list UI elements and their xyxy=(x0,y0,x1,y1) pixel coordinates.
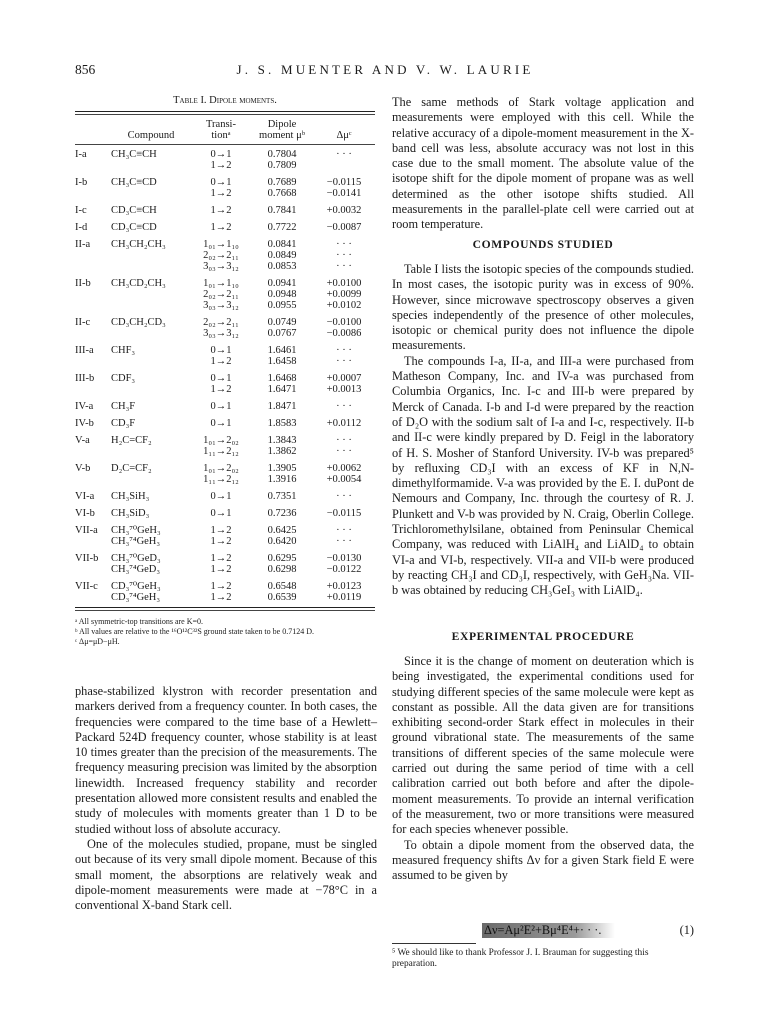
delta-value: · · · xyxy=(336,250,352,261)
dipole-moment-value: 0.6295 xyxy=(267,553,297,564)
table-bottom-rule-thin xyxy=(75,610,375,611)
transition-value: 0→1 xyxy=(210,401,232,412)
transition-cell xyxy=(191,145,251,171)
compound-cell xyxy=(111,395,191,412)
compound-formula: CH₃CH₂CH₃ xyxy=(111,239,166,250)
compound-formula: CH₃⁷⁴GeH₃ xyxy=(111,536,161,547)
compound-cell xyxy=(111,412,191,429)
dipole-moment-table xyxy=(75,115,375,603)
compound-formula: CHF₃ xyxy=(111,345,136,356)
compound-cell xyxy=(111,367,191,395)
species-label: I-a xyxy=(75,149,87,160)
delta-value: −0.0141 xyxy=(326,188,362,199)
species-label: II-a xyxy=(75,239,91,250)
table-row xyxy=(75,485,375,502)
dipole-moment-value: 0.7668 xyxy=(267,188,297,199)
transition-value: 0→1 xyxy=(210,373,232,384)
dipole-moment-value: 0.6425 xyxy=(267,525,297,536)
table-row xyxy=(75,171,375,199)
transition-cell xyxy=(191,575,251,603)
compound-formula: CH₃C≡CH xyxy=(111,149,157,160)
transition-value: 3₀₃→3₁₂ xyxy=(203,328,239,339)
paragraph: Since it is the change of moment on deuteration which is being investigated, the experimental conditions used for studying different species of the same molecule were kept as constant as possible. All the data given are for transitions exhibiting second-order Stark effect in molecules in their ground vibrational state. The measurements of the same transitions of different species of the same molecule were carried out during the same period of time with a cell calibration carried out both before and after the dipole-moment measurements. To provide an internal verification of the measurement, two or more transitions were measured for each species whenever possible. xyxy=(392,654,694,837)
delta-value: −0.0115 xyxy=(326,508,362,519)
table-row xyxy=(75,575,375,603)
header-dipole-moment: Dipole moment μᵇ xyxy=(259,119,305,141)
transition-value: 1→2 xyxy=(210,222,232,233)
dipole-moment-cell xyxy=(251,171,313,199)
delta-value: −0.0086 xyxy=(326,328,362,339)
compound-cell xyxy=(111,457,191,485)
delta-value: +0.0123 xyxy=(326,581,362,592)
delta-cell xyxy=(313,547,375,575)
table-row xyxy=(75,519,375,547)
species-label: I-b xyxy=(75,177,88,188)
delta-cell xyxy=(313,272,375,311)
compound-cell xyxy=(111,502,191,519)
dipole-moment-value: 0.7722 xyxy=(267,222,297,233)
transition-cell xyxy=(191,485,251,502)
delta-value: +0.0100 xyxy=(326,278,362,289)
section-heading-compounds: COMPOUNDS STUDIED xyxy=(472,238,614,251)
dipole-moment-cell xyxy=(251,519,313,547)
transition-value: 2₀₂→2₁₁ xyxy=(203,317,239,328)
compound-formula: CH₃⁷⁰GeD₃ xyxy=(111,553,161,564)
transition-cell xyxy=(191,395,251,412)
transition-value: 1→2 xyxy=(210,564,232,575)
delta-cell xyxy=(313,339,375,367)
species-label: VI-a xyxy=(75,491,95,502)
compounds-text xyxy=(392,262,694,599)
delta-value: −0.0115 xyxy=(326,177,362,188)
delta-value: · · · xyxy=(336,401,352,412)
table-header-row xyxy=(75,115,375,144)
dipole-moment-cell xyxy=(251,412,313,429)
transition-value: 0→1 xyxy=(210,345,232,356)
transition-value: 1→2 xyxy=(210,525,232,536)
delta-value: · · · xyxy=(336,239,352,250)
paragraph: To obtain a dipole moment from the observed data, the measured frequency shifts Δν for a given Stark field E were assumed to be given by xyxy=(392,837,694,883)
transition-value: 1→2 xyxy=(210,553,232,564)
dipole-moment-value: 0.7841 xyxy=(267,205,297,216)
species-label: II-b xyxy=(75,278,91,289)
delta-value: · · · xyxy=(336,446,352,457)
transition-value: 1→2 xyxy=(210,356,232,367)
left-column-text xyxy=(75,684,377,913)
dipole-moment-value: 1.6468 xyxy=(267,373,297,384)
dipole-moment-cell xyxy=(251,547,313,575)
delta-value: · · · xyxy=(336,149,352,160)
equation-text: Δν=Aμ²E²+Bμ⁴E⁴+· · ·. xyxy=(482,923,615,938)
table-row xyxy=(75,339,375,367)
paragraph: phase-stabilized klystron with recorder presentation and markers derived from a frequency counter. In both cases, the frequencies were compared to the time base of a Hewlett–Packard 524D frequency counter, whose stability is at least 10 times greater than the precision of the measurements. The frequency measuring precision was limited by the absorption linewidth. Increased frequency stability and recorder presentation allowed more consistent results and enabled the study of molecules with moments greater than 1 D to be studied without loss of absolute accuracy. xyxy=(75,684,377,836)
delta-value: · · · xyxy=(336,356,352,367)
dipole-moment-value: 0.6548 xyxy=(267,581,297,592)
header-compound: Compound xyxy=(127,130,175,141)
delta-value: +0.0102 xyxy=(326,300,362,311)
compound-formula: CD₃CH₂CD₃ xyxy=(111,317,166,328)
transition-cell xyxy=(191,502,251,519)
compound-formula: CD₃C≡CD xyxy=(111,222,157,233)
compound-cell xyxy=(111,145,191,171)
dipole-moment-value: 0.6539 xyxy=(267,592,297,603)
table-row xyxy=(75,547,375,575)
table-row xyxy=(75,311,375,339)
compound-formula: CH₃F xyxy=(111,401,136,412)
dipole-moment-value: 0.0767 xyxy=(267,328,297,339)
transition-value: 3₀₃→3₁₂ xyxy=(203,300,239,311)
species-label: I-c xyxy=(75,205,87,216)
paragraph: The same methods of Stark voltage application and measurements were employed with this cell. While the relative accuracy of a dipole-moment measurement in the X-band cell was less, absolute accuracy was not lost in this case due to the small moment. The absolute value of the isotope shift for the dipole moment of propane was as well determined as the other isotope shifts studied. All measurements in the parallel-plate cell were carried out at room temperature. xyxy=(392,95,694,232)
dipole-moment-value: 0.0849 xyxy=(267,250,297,261)
table-footnote-c: ᶜ Δμ=μD−μH. xyxy=(75,637,120,646)
delta-cell xyxy=(313,199,375,216)
transition-value: 2₀₂→2₁₁ xyxy=(203,289,239,300)
dipole-moment-value: 0.6420 xyxy=(267,536,297,547)
delta-value: +0.0112 xyxy=(326,418,362,429)
compound-formula: CD₃⁷⁴GeH₃ xyxy=(111,592,161,603)
table-row xyxy=(75,233,375,272)
delta-value: +0.0032 xyxy=(326,205,362,216)
transition-value: 1→2 xyxy=(210,205,232,216)
delta-value: +0.0119 xyxy=(326,592,362,603)
delta-cell xyxy=(313,145,375,171)
table-row xyxy=(75,395,375,412)
delta-cell xyxy=(313,367,375,395)
paragraph: One of the molecules studied, propane, must be singled out because of its very small dipole moment. Because of this small moment, the absorptions are relatively weak and dipole-moment measurements were made at −78°C in a conventional X-band Stark cell. xyxy=(75,836,377,913)
delta-cell xyxy=(313,311,375,339)
transition-cell xyxy=(191,547,251,575)
transition-cell xyxy=(191,367,251,395)
transition-cell xyxy=(191,216,251,233)
table-section xyxy=(75,95,375,647)
dipole-moment-cell xyxy=(251,502,313,519)
table-body xyxy=(75,145,375,603)
dipole-moment-value: 1.3843 xyxy=(267,435,297,446)
compound-formula: CH₃CD₂CH₃ xyxy=(111,278,166,289)
transition-cell xyxy=(191,457,251,485)
delta-value: −0.0100 xyxy=(326,317,362,328)
transition-value: 0→1 xyxy=(210,177,232,188)
dipole-moment-value: 1.8471 xyxy=(267,401,297,412)
transition-cell xyxy=(191,429,251,457)
header-delta: Δμᶜ xyxy=(336,130,352,141)
species-label: IV-a xyxy=(75,401,94,412)
compound-cell xyxy=(111,311,191,339)
table-caption: Table I. Dipole moments. xyxy=(173,95,277,106)
section-heading-experimental: EXPERIMENTAL PROCEDURE xyxy=(451,630,635,643)
transition-value: 1₀₁→2₀₂ xyxy=(203,435,239,446)
delta-cell xyxy=(313,395,375,412)
table-footnote-a: ᵃ All symmetric-top transitions are K=0. xyxy=(75,617,204,626)
delta-value: · · · xyxy=(336,345,352,356)
transition-cell xyxy=(191,199,251,216)
compound-cell xyxy=(111,272,191,311)
compound-cell xyxy=(111,485,191,502)
delta-value: · · · xyxy=(336,261,352,272)
transition-value: 0→1 xyxy=(210,418,232,429)
species-label: VII-a xyxy=(75,525,98,536)
delta-cell xyxy=(313,429,375,457)
delta-cell xyxy=(313,575,375,603)
transition-value: 1→2 xyxy=(210,581,232,592)
delta-value: · · · xyxy=(336,435,352,446)
table-row xyxy=(75,216,375,233)
delta-value: −0.0087 xyxy=(326,222,362,233)
compound-formula: CDF₃ xyxy=(111,373,136,384)
dipole-moment-value: 1.8583 xyxy=(267,418,297,429)
dipole-moment-value: 1.3862 xyxy=(267,446,297,457)
dipole-moment-cell xyxy=(251,367,313,395)
table-row xyxy=(75,457,375,485)
transition-value: 0→1 xyxy=(210,508,232,519)
table-bottom-rule xyxy=(75,607,375,608)
footnote-5: ⁵ We should like to thank Professor J. I. Brauman for suggesting this preparation. xyxy=(392,948,649,969)
compound-formula: D₂C=CF₂ xyxy=(111,463,152,474)
dipole-moment-value: 1.3905 xyxy=(267,463,297,474)
dipole-moment-cell xyxy=(251,429,313,457)
dipole-moment-cell xyxy=(251,575,313,603)
compound-cell xyxy=(111,233,191,272)
compound-cell xyxy=(111,199,191,216)
species-label: IV-b xyxy=(75,418,94,429)
table-row xyxy=(75,502,375,519)
transition-value: 1₁₁→2₁₂ xyxy=(203,474,239,485)
dipole-moment-value: 0.0749 xyxy=(267,317,297,328)
transition-cell xyxy=(191,171,251,199)
dipole-moment-value: 1.6461 xyxy=(267,345,297,356)
species-label: II-c xyxy=(75,317,91,328)
compound-cell xyxy=(111,429,191,457)
delta-cell xyxy=(313,502,375,519)
delta-cell xyxy=(313,412,375,429)
table-row xyxy=(75,145,375,171)
dipole-moment-value: 0.0853 xyxy=(267,261,297,272)
transition-value: 1→2 xyxy=(210,160,232,171)
transition-value: 3₀₃→3₁₂ xyxy=(203,261,239,272)
dipole-moment-value: 0.0948 xyxy=(267,289,297,300)
dipole-moment-cell xyxy=(251,395,313,412)
compound-formula: CH₃⁷⁰GeH₃ xyxy=(111,525,161,536)
experimental-text xyxy=(392,654,694,883)
dipole-moment-cell xyxy=(251,457,313,485)
transition-value: 1₀₁→1₁₀ xyxy=(203,239,239,250)
dipole-moment-value: 1.6458 xyxy=(267,356,297,367)
dipole-moment-value: 0.6298 xyxy=(267,564,297,575)
transition-value: 1→2 xyxy=(210,384,232,395)
transition-value: 2₀₂→2₁₁ xyxy=(203,250,239,261)
dipole-moment-value: 0.7351 xyxy=(267,491,297,502)
dipole-moment-cell xyxy=(251,233,313,272)
transition-cell xyxy=(191,311,251,339)
footnote-rule xyxy=(392,943,476,944)
compound-formula: CH₃⁷⁴GeD₃ xyxy=(111,564,161,575)
compound-formula: CD₃F xyxy=(111,418,136,429)
compound-cell xyxy=(111,339,191,367)
compound-formula: CH₃C≡CD xyxy=(111,177,157,188)
equation-1 xyxy=(392,923,694,939)
dipole-moment-cell xyxy=(251,199,313,216)
dipole-moment-value: 0.0841 xyxy=(267,239,297,250)
species-label: III-a xyxy=(75,345,94,356)
species-label: I-d xyxy=(75,222,88,233)
species-label: V-b xyxy=(75,463,91,474)
compound-cell xyxy=(111,547,191,575)
species-label: V-a xyxy=(75,435,90,446)
table-footnote-b: ᵇ All values are relative to the ¹⁶O¹²C³²S ground state taken to be 0.7124 D. xyxy=(75,627,314,636)
compound-cell xyxy=(111,519,191,547)
compound-cell xyxy=(111,171,191,199)
running-title: J. S. MUENTER AND V. W. LAURIE xyxy=(236,62,534,77)
header-transition: Transi- tionᵃ xyxy=(206,119,236,141)
paragraph: Table I lists the isotopic species of the compounds studied. In most cases, the isotopic purity was in excess of 90%. However, since microwave spectroscopy observes a given species independently of the presence of other molecules, isotopic or chemical purity does not influence the dipole measurements. xyxy=(392,262,694,353)
species-label: VII-b xyxy=(75,553,99,564)
delta-value: −0.0130 xyxy=(326,553,362,564)
dipole-moment-cell xyxy=(251,216,313,233)
delta-value: +0.0007 xyxy=(326,373,362,384)
compound-formula: CH₃SiD₃ xyxy=(111,508,150,519)
transition-value: 1₀₁→1₁₀ xyxy=(203,278,239,289)
dipole-moment-value: 0.0955 xyxy=(267,300,297,311)
delta-value: · · · xyxy=(336,536,352,547)
delta-value xyxy=(313,160,375,171)
compound-cell xyxy=(111,575,191,603)
compound-formula: CH₃SiH₃ xyxy=(111,491,150,502)
transition-cell xyxy=(191,233,251,272)
transition-value: 0→1 xyxy=(210,491,232,502)
dipole-moment-cell xyxy=(251,145,313,171)
transition-cell xyxy=(191,272,251,311)
delta-value: +0.0013 xyxy=(326,384,362,395)
delta-cell xyxy=(313,233,375,272)
right-column-intro xyxy=(392,95,694,233)
dipole-moment-value: 0.7236 xyxy=(267,508,297,519)
dipole-moment-value: 0.7809 xyxy=(267,160,297,171)
transition-cell xyxy=(191,412,251,429)
delta-cell xyxy=(313,519,375,547)
compound-formula: H₂C=CF₂ xyxy=(111,435,152,446)
species-label: VI-b xyxy=(75,508,95,519)
delta-value: · · · xyxy=(336,525,352,536)
dipole-moment-value: 0.7804 xyxy=(267,149,297,160)
transition-value: 1→2 xyxy=(210,592,232,603)
running-head xyxy=(75,62,695,82)
delta-cell xyxy=(313,457,375,485)
species-label: III-b xyxy=(75,373,95,384)
table-row xyxy=(75,367,375,395)
compound-formula: CD₃C≡CH xyxy=(111,205,157,216)
table-row xyxy=(75,199,375,216)
delta-value: +0.0099 xyxy=(326,289,362,300)
paragraph: The compounds I-a, II-a, and III-a were purchased from Matheson Company, Inc. and IV-a was purchased from Columbia Organics, Inc. I-c and III-b were prepared by Merck of Canada. I-b and I-d were prepared by the reaction of D₂O with the sodium salt of I-a and I-c, respectively. II-b and II-c were kindly prepared by D. Feigl in the laboratory of H. S. Mosher of Stanford University. IV-b was prepared⁵ by refluxing CD₃I with an excess of KF in N,N-dimethylformamide. V-a was provided by the E. I. duPont de Nemours and Company, Inc. through the courtesy of R. J. Plunkett and V-b was provided by N. Craig, Oberlin College. Trichloromethylsilane, obtained from Peninsular Chemical Company, was reduced with LiAlH₄ and LiAlD₄ to obtain VI-a and VI-b, respectively. VII-a and VII-b were produced by reacting CH₃I and CD₃I, respectively, with GeH₃Na. VII-b was obtained by reducing CH₃GeI₃ with LiAlD₄. xyxy=(392,353,694,598)
delta-value: −0.0122 xyxy=(326,564,362,575)
dipole-moment-cell xyxy=(251,339,313,367)
dipole-moment-value: 1.3916 xyxy=(267,474,297,485)
dipole-moment-value: 1.6471 xyxy=(267,384,297,395)
delta-value: · · · xyxy=(336,491,352,502)
dipole-moment-value: 0.7689 xyxy=(267,177,297,188)
transition-value: 1→2 xyxy=(210,188,232,199)
table-top-rule xyxy=(75,111,375,112)
transition-value: 1₀₁→2₀₂ xyxy=(203,463,239,474)
transition-value: 1₁₁→2₁₂ xyxy=(203,446,239,457)
delta-cell xyxy=(313,216,375,233)
transition-value: 0→1 xyxy=(210,149,232,160)
compound-cell xyxy=(111,216,191,233)
dipole-moment-cell xyxy=(251,272,313,311)
transition-value: 1→2 xyxy=(210,536,232,547)
delta-cell xyxy=(313,171,375,199)
dipole-moment-value: 0.0941 xyxy=(267,278,297,289)
dipole-moment-cell xyxy=(251,485,313,502)
page-number: 856 xyxy=(75,62,96,77)
transition-cell xyxy=(191,339,251,367)
delta-value: +0.0054 xyxy=(326,474,362,485)
table-row xyxy=(75,429,375,457)
equation-number: (1) xyxy=(679,923,694,937)
table-row xyxy=(75,272,375,311)
table-row xyxy=(75,412,375,429)
species-label: VII-c xyxy=(75,581,98,592)
delta-cell xyxy=(313,485,375,502)
compound-formula: CD₃⁷⁰GeH₃ xyxy=(111,581,161,592)
dipole-moment-cell xyxy=(251,311,313,339)
header-blank xyxy=(75,115,111,144)
transition-cell xyxy=(191,519,251,547)
table-footnotes xyxy=(75,617,375,647)
delta-value: +0.0062 xyxy=(326,463,362,474)
